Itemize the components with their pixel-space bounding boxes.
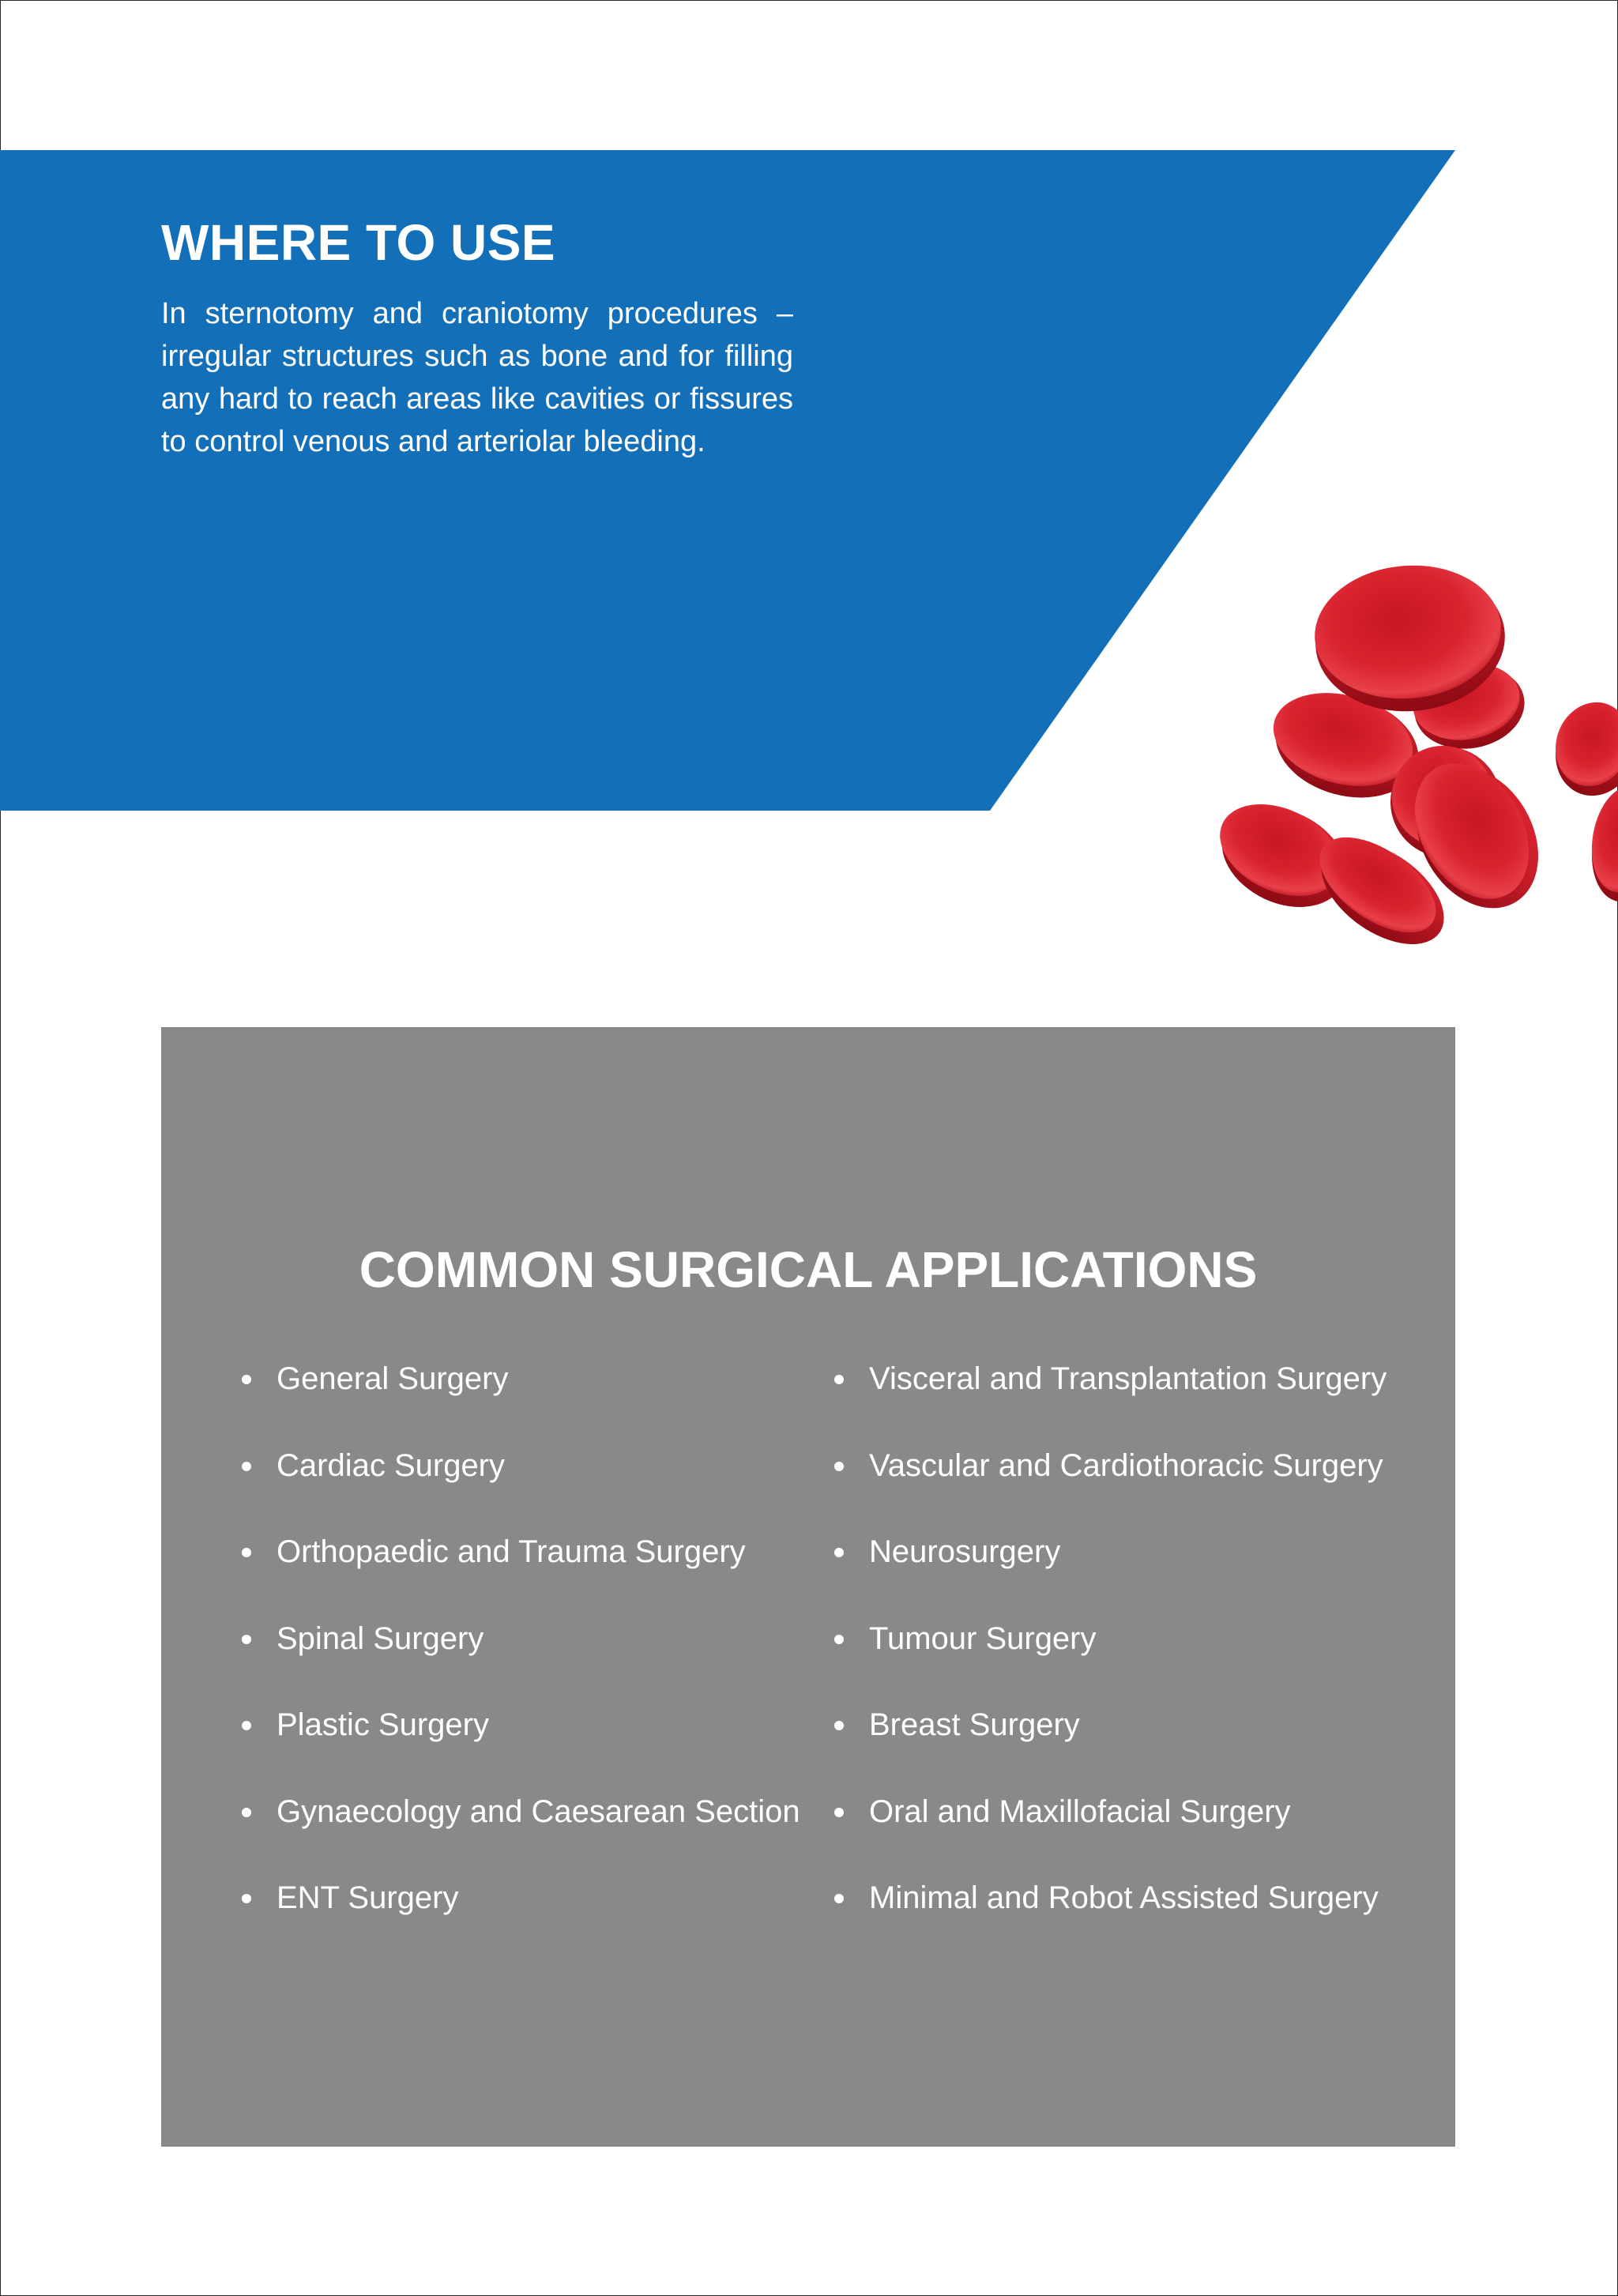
list-item: [830, 1705, 1387, 1792]
list-item: [237, 1532, 800, 1619]
list-item-label: Cardiac Surgery: [277, 1447, 506, 1483]
blood-cell: [1583, 781, 1618, 907]
bullet-icon: [834, 1548, 844, 1557]
list-item: [237, 1619, 800, 1706]
list-item-label: ENT Surgery: [277, 1880, 459, 1915]
list-item-label: Tumour Surgery: [869, 1620, 1097, 1656]
list-item-label: Orthopaedic and Trauma Surgery: [277, 1534, 746, 1569]
list-item: [237, 1878, 800, 1965]
list-item-label: Vascular and Cardiothoracic Surgery: [869, 1447, 1383, 1483]
bullet-icon: [242, 1894, 251, 1903]
list-item-label: Neurosurgery: [869, 1534, 1061, 1569]
list-item: [830, 1359, 1387, 1446]
list-item: [237, 1792, 800, 1879]
list-item: [830, 1792, 1387, 1879]
list-item-label: Visceral and Transplantation Surgery: [869, 1361, 1387, 1396]
bullet-icon: [242, 1635, 251, 1644]
list-item-label: Breast Surgery: [869, 1707, 1080, 1742]
list-item: [830, 1446, 1387, 1533]
list-item-label: General Surgery: [277, 1361, 509, 1396]
bullet-icon: [242, 1375, 251, 1384]
applications-list-right: [830, 1359, 1387, 1965]
blood-cell: [1543, 692, 1618, 807]
list-item-label: Spinal Surgery: [277, 1620, 484, 1656]
red-blood-cells-icon: [1201, 529, 1618, 956]
list-item: [237, 1705, 800, 1792]
applications-title: COMMON SURGICAL APPLICATIONS: [359, 1241, 1258, 1298]
bullet-icon: [242, 1462, 251, 1471]
surgical-applications-panel: [161, 1027, 1455, 2147]
list-item-label: Gynaecology and Caesarean Section: [277, 1794, 800, 1829]
applications-list-left: [237, 1359, 800, 1965]
list-item-label: Plastic Surgery: [277, 1707, 489, 1742]
bullet-icon: [834, 1721, 844, 1730]
where-to-use-title: WHERE TO USE: [161, 214, 556, 271]
bullet-icon: [834, 1375, 844, 1384]
bullet-icon: [834, 1635, 844, 1644]
bullet-icon: [834, 1894, 844, 1903]
list-item: [830, 1619, 1387, 1706]
bullet-icon: [242, 1808, 251, 1817]
list-item-label: Minimal and Robot Assisted Surgery: [869, 1880, 1379, 1915]
list-item: [237, 1359, 800, 1446]
list-item: [237, 1446, 800, 1533]
list-item-label: Oral and Maxillofacial Surgery: [869, 1794, 1291, 1829]
bullet-icon: [834, 1462, 844, 1471]
bullet-icon: [834, 1808, 844, 1817]
list-item: [830, 1532, 1387, 1619]
where-to-use-text: In sternotomy and craniotomy procedures – irregular structures such as bone and for filling any hard to reach areas like cavities or fissures to control venous and arteriolar bleeding.: [161, 297, 793, 458]
bullet-icon: [242, 1721, 251, 1730]
list-item: [830, 1878, 1387, 1965]
bullet-icon: [242, 1548, 251, 1557]
